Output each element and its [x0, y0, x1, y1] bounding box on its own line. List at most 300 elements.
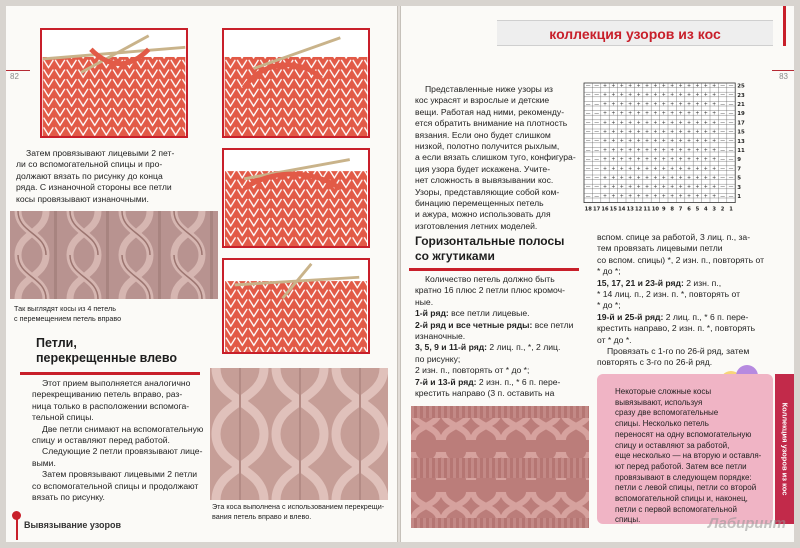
chart-stitch-mark: + — [628, 102, 633, 108]
instruction-line — [597, 300, 787, 311]
instruction-text: * до *; — [597, 266, 621, 277]
instruction-text: крестить направо, 2 изн. п. *, повторять — [597, 323, 756, 334]
chart-stitch-mark: + — [695, 84, 700, 89]
instruction-text: по рисунку; — [415, 353, 461, 364]
chart-stitch-mark: + — [686, 157, 692, 163]
row-label: 19-й и 25-й ряд: — [597, 311, 664, 322]
chart-stitch-mark: + — [661, 166, 666, 172]
instruction-text: 2 лиц. п., *, 2 лиц. — [487, 342, 561, 353]
chart-stitch-mark: + — [703, 120, 708, 126]
chart-stitch-mark: + — [695, 176, 700, 181]
chart-stitch-mark: + — [611, 84, 616, 89]
chart-stitch-mark: — — [585, 185, 591, 191]
running-footer: Вывязывание узоров — [24, 520, 122, 530]
chart-stitch-mark: + — [686, 194, 692, 200]
body-line: спицу и оставляют перед работой. — [32, 435, 170, 446]
chart-stitch-mark: + — [611, 148, 616, 154]
chart-stitch-mark: + — [644, 139, 650, 145]
instruction-text: 2 изн. п., повторять от * до *; — [415, 365, 530, 376]
corner-accent — [783, 6, 786, 46]
tip-line: вспомогательной спицы и, наконец, — [615, 494, 748, 504]
chart-stitch-mark: + — [636, 111, 641, 117]
chart-stitch-mark: + — [703, 194, 708, 200]
tip-line: сразу две вспомогательные — [615, 408, 719, 418]
chart-stitch-mark: — — [720, 176, 725, 181]
chart-stitch-mark: + — [636, 185, 641, 191]
chart-stitch-mark: — — [594, 166, 599, 172]
chart-stitch-mark: — — [720, 157, 725, 163]
chart-stitch-mark: — — [594, 93, 599, 99]
chart-stitch-mark: — — [594, 176, 599, 181]
page-rule — [772, 70, 794, 71]
intro-line: Представленные ниже узоры из — [425, 84, 553, 94]
chart-stitch-mark: + — [661, 102, 666, 108]
chart-stitch-mark: + — [619, 166, 624, 172]
body-line: вязать по рисунку. — [32, 492, 105, 503]
chart-row-label: 15 — [737, 129, 745, 136]
chart-stitch-mark: + — [602, 84, 608, 89]
chart-stitch-mark: + — [628, 157, 633, 163]
chart-col-label: 3 — [712, 206, 717, 213]
chart-stitch-mark: + — [695, 194, 700, 200]
body-line: тельной спицы. — [32, 412, 94, 423]
chart-stitch-mark: + — [602, 176, 608, 181]
intro-line: вещи. Работая над ними, рекоменду- — [415, 106, 565, 117]
chart-stitch-mark: + — [695, 148, 700, 154]
photo-caption-line: вания петель вправо и влево. — [212, 512, 312, 521]
chart-row-label: 11 — [737, 148, 745, 154]
chart-stitch-mark: + — [712, 120, 717, 126]
instruction-text: все петли лицевые. — [448, 308, 530, 319]
instruction-text: от * до *. — [597, 334, 632, 345]
chart-stitch-mark: — — [585, 176, 591, 181]
chart-stitch-mark: + — [653, 84, 658, 89]
chart-stitch-mark: + — [661, 120, 666, 126]
caption-line: ли со вспомогательной спицы и про- — [16, 159, 163, 170]
chart-stitch-mark: — — [594, 139, 599, 145]
chart-col-label: 13 — [626, 206, 634, 213]
chart-stitch-mark: + — [670, 120, 675, 126]
left-page — [6, 6, 397, 542]
chart-stitch-mark: + — [661, 93, 666, 99]
chart-stitch-mark: + — [661, 84, 666, 89]
chart-stitch-mark: — — [585, 120, 591, 126]
chart-stitch-mark: + — [686, 166, 692, 172]
chart-stitch-mark: + — [703, 93, 708, 99]
caption-line: должают вязать по рисунку до конца — [16, 170, 163, 181]
instruction-line — [415, 308, 597, 319]
chart-stitch-mark: + — [644, 148, 650, 154]
chart-stitch-mark: + — [695, 185, 700, 191]
chart-stitch-mark: — — [720, 185, 725, 191]
chart-col-label: 2 — [720, 206, 725, 213]
knitting-chart-grid — [583, 82, 753, 218]
chart-stitch-mark: + — [670, 139, 675, 145]
chart-stitch-mark: + — [695, 102, 700, 108]
chart-stitch-mark: + — [695, 93, 700, 99]
chart-stitch-mark: + — [686, 185, 692, 191]
chart-row-label: 7 — [737, 166, 741, 173]
intro-line: Узоры, представляющие собой ком- — [415, 186, 560, 197]
chart-stitch-mark: — — [594, 157, 599, 163]
chart-stitch-mark: + — [653, 185, 658, 191]
tip-line: петли с первой вспомогательной — [615, 504, 737, 514]
chart-stitch-mark: + — [686, 148, 692, 154]
chart-stitch-mark: + — [653, 111, 658, 117]
chart-stitch-mark: + — [619, 84, 624, 89]
chart-col-label: 12 — [634, 206, 643, 213]
chart-stitch-mark: + — [628, 166, 633, 172]
photo-caption-line: Так выглядят косы из 4 петель — [14, 304, 116, 313]
instruction-text: со вспом. спицы) *, 2 изн. п., повторять от — [597, 254, 764, 265]
chart-stitch-mark: + — [670, 166, 675, 172]
chart-stitch-mark: + — [703, 157, 708, 163]
chart-stitch-mark: + — [611, 102, 616, 108]
instruction-line — [597, 323, 787, 334]
chart-row-label: 1 — [737, 194, 741, 200]
instruction-line — [415, 377, 597, 388]
instruction-line — [597, 266, 787, 277]
tip-line: вывязывают, используя — [615, 397, 703, 407]
chart-stitch-mark: + — [636, 84, 641, 89]
chart-stitch-mark: + — [628, 84, 633, 89]
instruction-text: ные. — [415, 296, 434, 307]
chart-stitch-mark: — — [720, 130, 725, 135]
tip-line: спицы. — [615, 515, 641, 525]
section-title-line: Петли, — [36, 336, 77, 350]
chart-stitch-mark: — — [585, 111, 591, 117]
body-line: выми. — [32, 457, 56, 468]
chart-stitch-mark: + — [661, 157, 666, 163]
tip-line: Некоторые сложные косы — [615, 387, 712, 396]
knitted-cable-photo-2 — [210, 368, 388, 500]
chart-col-label: 7 — [678, 206, 683, 213]
chart-stitch-mark: + — [678, 130, 683, 135]
chart-stitch-mark: — — [594, 148, 599, 154]
body-line: Этот прием выполняется аналогично — [42, 378, 191, 388]
chart-stitch-mark: + — [602, 130, 608, 135]
chart-col-label: 1 — [729, 206, 733, 213]
tip-line: еще несколько — на вторую и оставля- — [615, 451, 762, 461]
instructions-column-2 — [597, 232, 787, 369]
chart-stitch-mark: + — [628, 194, 633, 200]
chart-stitch-mark: + — [611, 120, 616, 126]
chart-stitch-mark: + — [611, 139, 616, 145]
chart-stitch-mark: — — [585, 166, 591, 172]
knit-diagram-icon — [224, 260, 368, 352]
chart-stitch-mark: + — [653, 176, 658, 181]
chart-stitch-mark: + — [644, 130, 650, 135]
instruction-line — [415, 320, 597, 331]
chart-stitch-mark: + — [636, 130, 641, 135]
chart-stitch-mark: + — [644, 102, 650, 108]
chart-stitch-mark: + — [678, 102, 683, 108]
chart-stitch-mark: — — [720, 102, 725, 108]
chart-stitch-mark: — — [594, 185, 599, 191]
chart-stitch-mark: — — [728, 166, 734, 172]
chart-stitch-mark: — — [728, 148, 734, 154]
cable-knit-image — [411, 406, 589, 528]
section-title-left — [36, 336, 177, 366]
body-text-left — [32, 378, 208, 503]
chart-stitch-mark: + — [628, 176, 633, 181]
chart-stitch-mark: + — [703, 111, 708, 117]
chart-stitch-mark: + — [619, 176, 624, 181]
chart-stitch-mark: — — [728, 93, 734, 99]
chart-stitch-mark: + — [703, 166, 708, 172]
chart-row-label: 13 — [737, 138, 745, 145]
needle-illustration-4 — [222, 258, 370, 354]
chart-stitch-mark: — — [728, 185, 734, 191]
chart-stitch-mark: — — [728, 139, 734, 145]
chart-stitch-mark: + — [644, 166, 650, 172]
chart-stitch-mark: + — [628, 148, 633, 154]
instruction-text: 2 лиц. п., * 6 п. пере- — [663, 311, 749, 322]
instruction-text: кратно 16 плюс 2 петли плюс кромоч- — [415, 285, 565, 296]
body-line: Затем провязывают лицевыми 2 петли — [42, 469, 198, 480]
chart-stitch-mark: + — [703, 102, 708, 108]
chart-stitch-mark: + — [670, 176, 675, 181]
chart-stitch-mark: + — [644, 111, 650, 117]
section-title-right — [415, 234, 564, 264]
chart-stitch-mark: + — [661, 111, 666, 117]
intro-line: низкой, полотно получится рыхлым, — [415, 141, 560, 152]
knit-diagram-icon — [224, 30, 368, 136]
chart-stitch-mark: + — [670, 84, 675, 89]
chart-stitch-mark: — — [728, 84, 734, 89]
needle-illustration-1 — [40, 28, 188, 138]
chapter-banner: коллекция узоров из кос — [497, 20, 773, 46]
chart-stitch-mark: — — [585, 130, 591, 135]
chart-stitch-mark: + — [653, 166, 658, 172]
chart-stitch-mark: — — [594, 111, 599, 117]
chart-stitch-mark: + — [653, 139, 658, 145]
chart-col-label: 14 — [618, 206, 626, 213]
chart-stitch-mark: + — [619, 194, 624, 200]
chart-stitch-mark: + — [670, 102, 675, 108]
chart-stitch-mark: + — [670, 93, 675, 99]
chart-stitch-mark: + — [602, 139, 608, 145]
needle-illustration-2 — [222, 28, 370, 138]
body-line: Две петли снимают на вспомогательную — [42, 423, 204, 434]
chart-col-label: 10 — [651, 206, 660, 213]
chart-stitch-mark: + — [661, 130, 666, 135]
chart-stitch-mark: — — [594, 84, 599, 89]
chart-stitch-mark: + — [695, 157, 700, 163]
row-label: 2-й ряд и все четные ряды: — [415, 319, 533, 330]
chart-stitch-mark: + — [712, 194, 717, 200]
chart-row-label: 17 — [737, 120, 745, 127]
chart-stitch-mark: + — [653, 93, 658, 99]
intro-text — [415, 84, 583, 232]
chart-stitch-mark: + — [695, 111, 700, 117]
photo-caption-1 — [14, 304, 214, 324]
chart-stitch-mark: + — [686, 130, 692, 135]
chart-col-label: 17 — [592, 206, 601, 213]
chart-stitch-mark: + — [636, 176, 641, 181]
chart-stitch-mark: + — [670, 157, 675, 163]
row-label: 7-й и 13-й ряд: — [415, 376, 477, 387]
instruction-line — [415, 331, 597, 342]
chart-stitch-mark: + — [670, 130, 675, 135]
instruction-line — [597, 255, 787, 266]
chart-stitch-mark: + — [653, 194, 658, 200]
instruction-text: 2 изн. п., — [683, 277, 722, 288]
chart-stitch-mark: + — [686, 102, 692, 108]
chart-stitch-mark: + — [695, 130, 700, 135]
chart-stitch-mark: + — [636, 93, 641, 99]
instruction-line — [597, 346, 787, 357]
chart-stitch-mark: + — [661, 139, 666, 145]
chart-stitch-mark: — — [720, 194, 725, 200]
instruction-line — [415, 365, 597, 376]
instruction-line — [415, 297, 597, 308]
chart-stitch-mark: + — [628, 111, 633, 117]
chart-stitch-mark: + — [628, 93, 633, 99]
chart-stitch-mark: — — [728, 176, 734, 181]
chart-row-label: 5 — [737, 175, 741, 182]
chart-col-label: 11 — [643, 206, 651, 213]
side-tab-label: Коллекция узоров из кос — [780, 402, 789, 496]
watermark: Лабиринт — [707, 515, 786, 532]
knit-diagram-icon — [42, 30, 186, 136]
intro-line: вязания. Если оно будет слишком — [415, 129, 551, 140]
instruction-text: тем провязать лицевыми петли — [597, 243, 723, 254]
chart-stitch-mark: — — [720, 111, 725, 117]
chart-stitch-mark: + — [703, 130, 708, 135]
chart-stitch-mark: + — [619, 130, 624, 135]
chart-stitch-mark: + — [644, 93, 650, 99]
chart-stitch-mark: + — [611, 176, 616, 181]
footer-marker-stem — [16, 518, 18, 540]
chart-stitch-mark: + — [611, 185, 616, 191]
intro-line: нет сложность в вывязывании кос. — [415, 175, 554, 186]
chart-stitch-mark: — — [594, 120, 599, 126]
chart-stitch-mark: — — [728, 111, 734, 117]
chart-stitch-mark: + — [678, 148, 683, 154]
chart-stitch-mark: + — [644, 120, 650, 126]
chart-stitch-mark: + — [686, 139, 692, 145]
knitted-stripes-photo — [411, 406, 589, 528]
chart-stitch-mark: + — [619, 111, 624, 117]
photo-caption-line: с перемещением петель вправо — [14, 314, 122, 323]
intro-line: ция узора будет искажена. Учите- — [415, 163, 551, 174]
instruction-text: все петли — [532, 319, 574, 330]
chart-stitch-mark: + — [602, 120, 608, 126]
chart-stitch-mark: — — [594, 130, 599, 135]
instruction-line — [415, 342, 597, 353]
chart-stitch-mark: — — [728, 120, 734, 126]
chart-stitch-mark: — — [720, 148, 725, 154]
chart-stitch-mark: + — [628, 120, 633, 126]
chart-stitch-mark: + — [636, 194, 641, 200]
chart-stitch-mark: + — [670, 194, 675, 200]
chart-stitch-mark: + — [619, 102, 624, 108]
chart-stitch-mark: — — [585, 157, 591, 163]
chart-stitch-mark: + — [703, 185, 708, 191]
cable-knit-image — [10, 211, 218, 299]
chart-stitch-mark: — — [728, 130, 734, 135]
chart-stitch-mark: — — [720, 84, 725, 89]
chart-stitch-mark: + — [611, 130, 616, 135]
photo-caption-line: Эта коса выполнена с использованием перекрещи- — [212, 502, 385, 511]
chart-stitch-mark: + — [670, 148, 675, 154]
chart-stitch-mark: + — [712, 93, 717, 99]
chart-row-label: 19 — [737, 111, 745, 118]
chart-col-label: 4 — [703, 206, 708, 213]
tip-line: петли с левой спицы, петли со второй — [615, 483, 757, 493]
instruction-line — [597, 278, 787, 289]
chart-col-label: 6 — [687, 206, 691, 213]
chart-stitch-mark: + — [628, 139, 633, 145]
chart-row-label: 23 — [737, 92, 745, 99]
chart-stitch-mark: + — [602, 148, 608, 154]
chart-stitch-mark: + — [695, 166, 700, 172]
chart-col-label: 18 — [584, 206, 592, 213]
instruction-line — [597, 289, 787, 300]
chart-stitch-mark: + — [712, 111, 717, 117]
chart-col-label: 9 — [661, 206, 666, 213]
intro-line: и ажура, можно использовать для — [415, 209, 551, 220]
chart-stitch-mark: — — [585, 194, 591, 200]
page-rule — [6, 70, 30, 71]
chart-stitch-mark: + — [703, 148, 708, 154]
instruction-text: крестить направо (3 п. оставить на — [415, 388, 555, 399]
chart-stitch-mark: + — [712, 185, 717, 191]
section-title-line: перекрещенные влево — [36, 351, 178, 365]
chart-stitch-mark: + — [670, 185, 675, 191]
chart-stitch-mark: + — [695, 139, 700, 145]
chart-stitch-mark: + — [653, 120, 658, 126]
chart-stitch-mark: — — [585, 102, 591, 108]
chart-stitch-mark: + — [611, 157, 616, 163]
tip-box — [597, 374, 773, 524]
chart-stitch-mark: + — [653, 102, 658, 108]
caption-line: Затем провязывают лицевыми 2 пет- — [26, 148, 175, 158]
instruction-text: Количество петель должно быть — [425, 274, 555, 284]
tip-line: переносят на одну вспомогательную — [615, 429, 752, 439]
chart-stitch-mark: + — [678, 194, 683, 200]
chart-stitch-mark: + — [653, 157, 658, 163]
instruction-text: изнаночные. — [415, 331, 466, 342]
chart-stitch-mark: + — [678, 157, 683, 163]
intro-line: а если вязать слишком туго, конфигура- — [415, 152, 576, 163]
chart-stitch-mark: + — [678, 84, 683, 89]
instruction-text: Провязать с 1-го по 26-й ряд, затем — [607, 346, 750, 357]
caption-line: ряда. С изнаночной стороны все петли — [16, 182, 172, 193]
photo-caption-2 — [212, 502, 392, 522]
chart-col-label: 16 — [601, 206, 609, 213]
chart-stitch-mark: + — [636, 157, 641, 163]
chart-stitch-mark: + — [644, 194, 650, 200]
knitted-cable-photo-1 — [10, 211, 218, 299]
section-title-line: Горизонтальные полосы — [415, 234, 565, 248]
row-label: 3, 5, 9 и 11-й ряд: — [415, 342, 488, 353]
row-label: 15, 17, 21 и 23-й ряд: — [597, 277, 684, 288]
chart-stitch-mark: + — [712, 176, 717, 181]
chart-stitch-mark: — — [585, 148, 591, 154]
knit-diagram-icon — [224, 150, 368, 246]
tip-line: спицы. Несколько петель — [615, 419, 709, 429]
chart-stitch-mark: + — [636, 139, 641, 145]
row-label: 1-й ряд: — [415, 308, 449, 319]
chart-stitch-mark: + — [628, 185, 633, 191]
chart-stitch-mark: — — [594, 194, 599, 200]
intro-line: кос украсят и взрослые и детские — [415, 95, 550, 106]
chart-stitch-mark: + — [636, 102, 641, 108]
instruction-text: 2 изн. п., * 6 п. пере- — [476, 376, 561, 387]
chart-stitch-mark: + — [703, 84, 708, 89]
